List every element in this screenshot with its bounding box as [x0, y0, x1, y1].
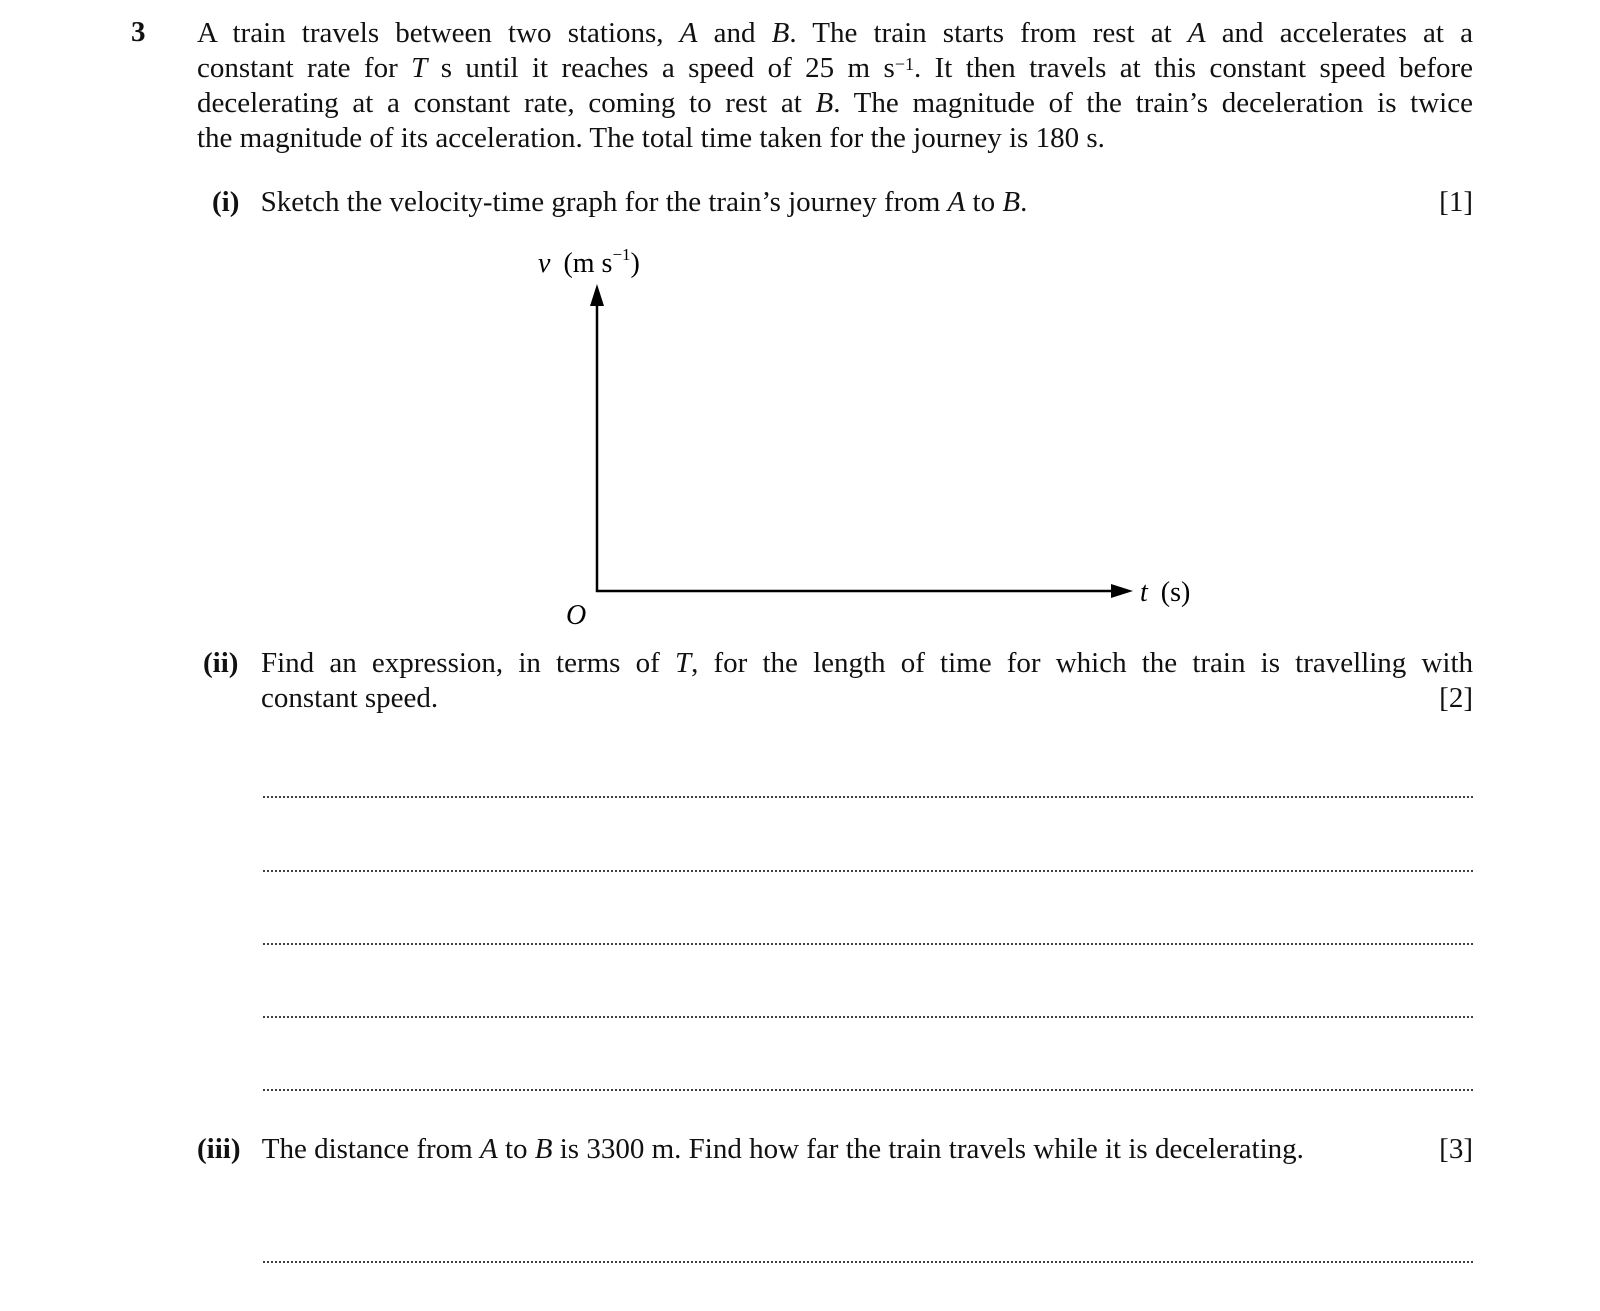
answer-line[interactable]: [262, 1089, 1473, 1091]
math-variable: B: [534, 1133, 553, 1165]
part-text: [261, 646, 1473, 681]
x-axis-arrow: [1111, 584, 1133, 598]
origin-label: O: [566, 600, 587, 631]
text-run: to: [965, 186, 1003, 218]
answer-line[interactable]: [262, 796, 1473, 798]
math-variable: B: [771, 17, 790, 49]
text-run: s until it reaches a speed of 25 m s: [427, 52, 895, 84]
math-variable: B: [1002, 186, 1021, 218]
text-run: .: [1020, 186, 1028, 218]
text-run: constant rate for: [197, 52, 412, 84]
answer-line[interactable]: [262, 870, 1473, 872]
answer-line[interactable]: [262, 943, 1473, 945]
x-axis-label: t (s): [1140, 577, 1191, 608]
text-run: decelerating at a constant rate, coming to rest at: [197, 87, 816, 119]
text-run: A train travels between two stations,: [197, 17, 680, 49]
marks: [2]: [1439, 682, 1473, 714]
text-run: . It then travels at this constant speed before: [913, 52, 1474, 84]
answer-line[interactable]: [262, 1261, 1473, 1263]
text-run: to: [497, 1133, 535, 1165]
text-run: and accelerates at a: [1205, 17, 1473, 49]
math-variable: A: [1187, 17, 1206, 49]
math-variable: A: [479, 1133, 498, 1165]
math-variable: T: [411, 52, 428, 84]
y-axis-label: v (m $s^{-1}$): [538, 245, 640, 279]
marks: [1]: [1439, 186, 1473, 218]
question-number: 3: [131, 16, 146, 48]
text-run: , for the length of time for which the train is travelling with: [691, 647, 1473, 679]
answer-line[interactable]: [262, 1016, 1473, 1018]
text-run: . The magnitude of the train’s deceleration is twice: [833, 87, 1473, 119]
math-variable: B: [815, 87, 834, 119]
part-ii: [203, 646, 1473, 716]
text-run: The distance from: [261, 1133, 480, 1165]
text-run: the magnitude of its acceleration. The total time taken for the journey is 180 s.: [197, 122, 1105, 154]
math-variable: T: [674, 647, 692, 679]
math-variable: A: [947, 186, 966, 218]
part-text-continued: constant speed.: [261, 682, 439, 714]
text-run: and: [697, 17, 772, 49]
part-label: (ii): [203, 647, 239, 679]
text-run: Find an expression, in terms of: [261, 647, 675, 679]
velocity-time-axes: [0, 0, 1600, 640]
superscript: −1: [894, 54, 914, 74]
part-label: (iii): [197, 1133, 241, 1165]
part-text: [262, 1133, 1304, 1165]
math-variable: A: [679, 17, 698, 49]
text-run: . The train starts from rest at: [789, 17, 1188, 49]
part-label: (i): [212, 186, 240, 218]
y-axis-arrow: [590, 284, 604, 306]
text-run: is 3300 m. Find how far the train travels while it is decelerating.: [552, 1133, 1304, 1165]
text-run: Sketch the velocity-time graph for the train’s journey from: [260, 186, 948, 218]
marks: [3]: [1439, 1133, 1473, 1165]
part-iii: [197, 1133, 1473, 1166]
